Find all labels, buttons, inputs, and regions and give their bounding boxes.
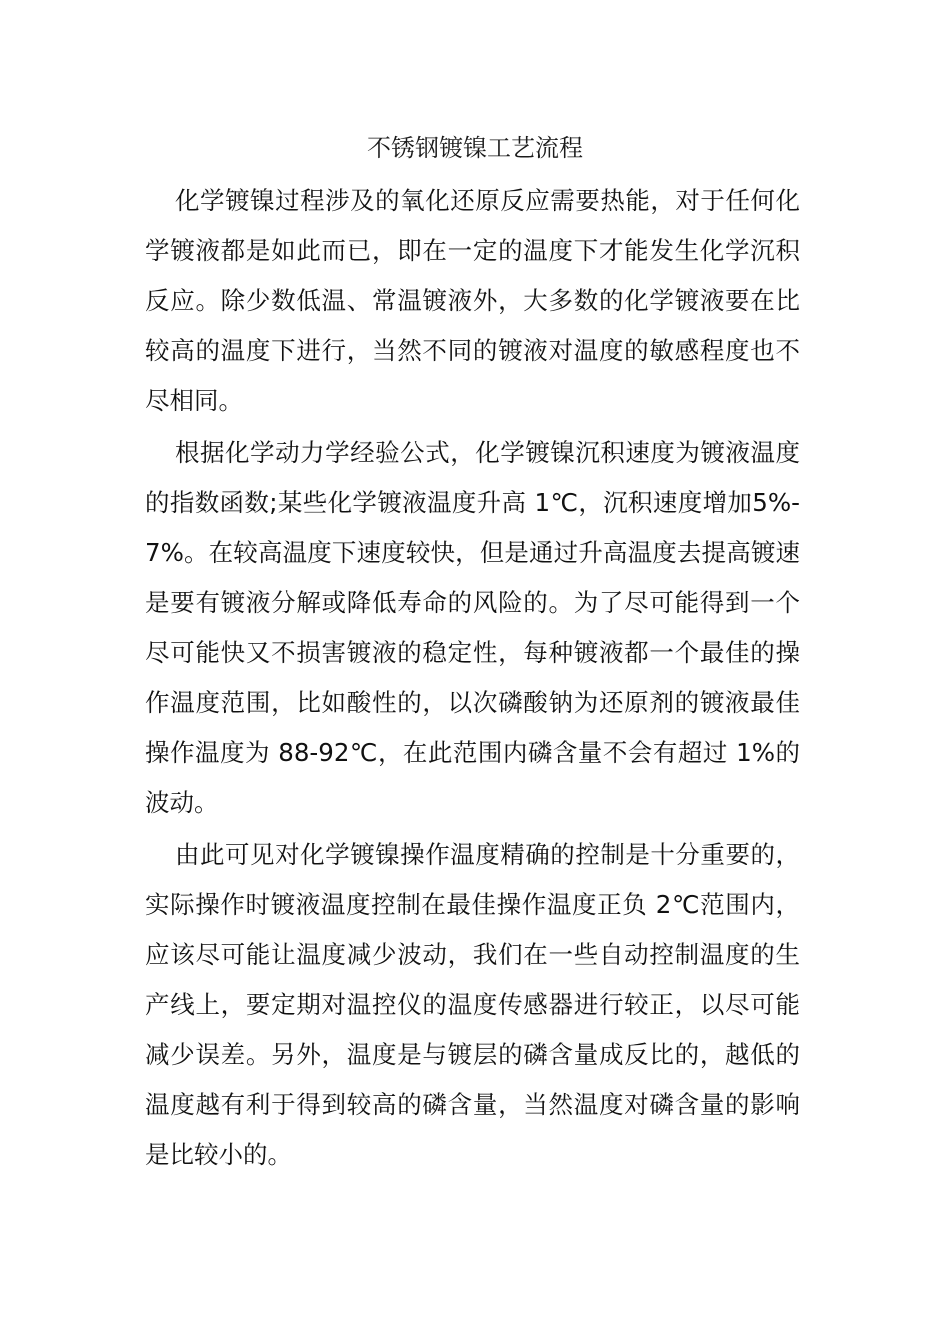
paragraph-1: 化学镀镍过程涉及的氧化还原反应需要热能，对于任何化学镀液都是如此而已，即在一定的温度下才能发生化学沉积反应。除少数低温、常温镀液外，大多数的化学镀液要在比较高的温度下进行，当然不同的镀液对温度的敏感程度也不尽相同。 bbox=[145, 186, 800, 415]
document-title: 不锈钢镀镍工艺流程 bbox=[367, 134, 583, 162]
paragraph-2: 根据化学动力学经验公式，化学镀镍沉积速度为镀液温度的指数函数;某些化学镀液温度升高 1℃，沉积速度增加5%-7%。在较高温度下速度较快，但是通过升高温度去提高镀速是要有镀液分解或降低寿命的风险的。为了尽可能得到一个尽可能快又不损害镀液的稳定性，每种镀液都一个最佳的操作温度范围，比如酸性的，以次磷酸钠为还原剂的镀液最佳操作温度为 88-92℃，在此范围内磷含量不会有超过 1%的波动。 bbox=[145, 438, 800, 817]
paragraph-3: 由此可见对化学镀镍操作温度精确的控制是十分重要的，实际操作时镀液温度控制在最佳操作温度正负 2℃范围内，应该尽可能让温度减少波动，我们在一些自动控制温度的生产线上，要定期对温控仪的温度传感器进行较正，以尽可能减少误差。另外，温度是与镀层的磷含量成反比的，越低的温度越有利于得到较高的磷含量，当然温度对磷含量的影响是比较小的。 bbox=[145, 840, 800, 1169]
document-body bbox=[145, 176, 800, 1182]
